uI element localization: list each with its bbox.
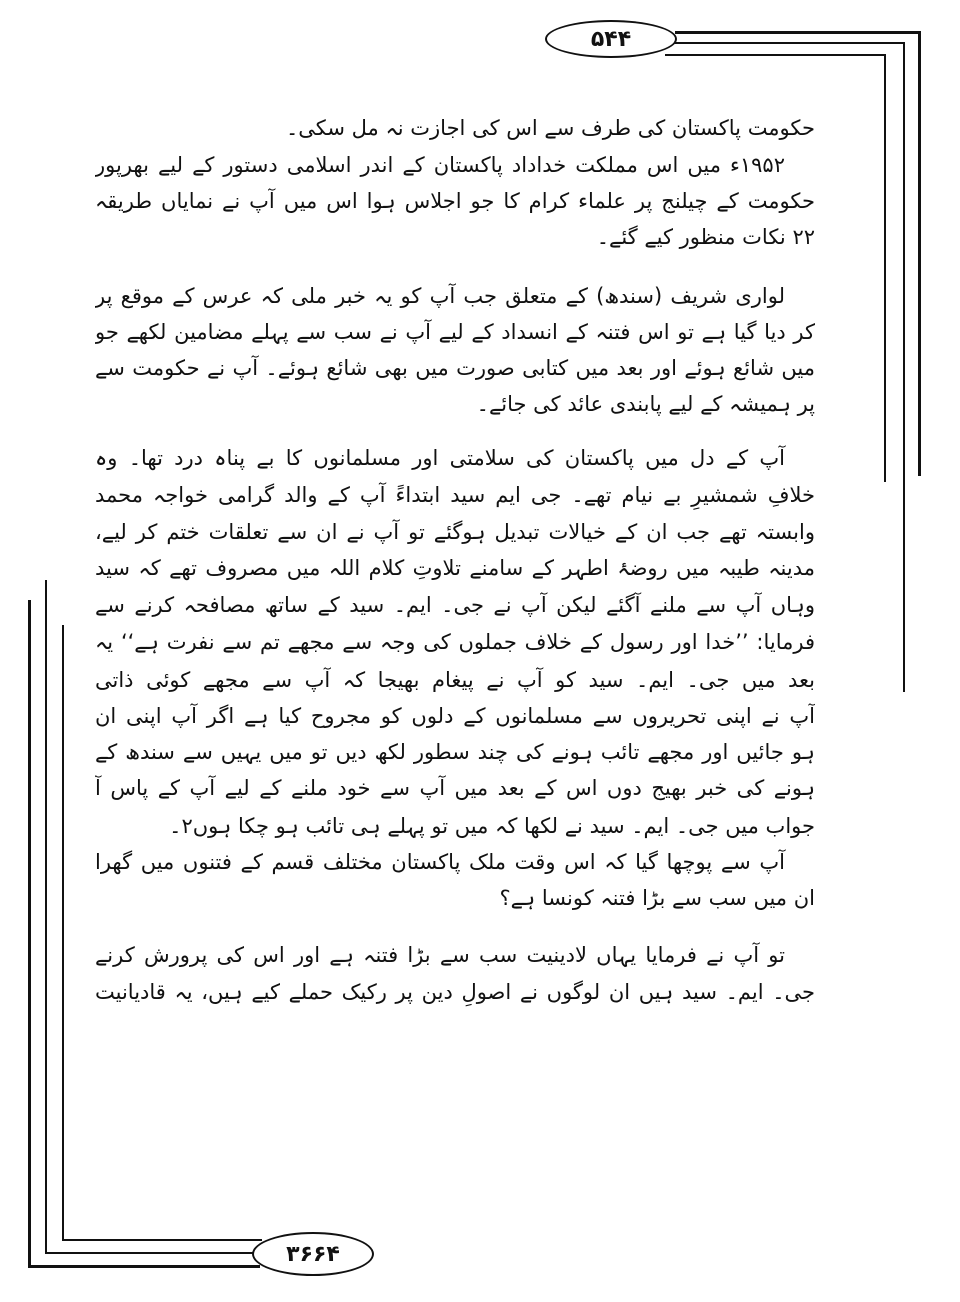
text-line: ان میں سب سے بڑا فتنہ کونسا ہے؟ (499, 886, 815, 910)
text-line: وابستہ تھے جب ان کے خیالات تبدیل ہوگئے تو آپ نے ان سے تعلقات ختم کر لیے، (95, 520, 815, 544)
footer-page-number (252, 1232, 374, 1276)
text-line: مدینہ طیبہ میں روضۂ اطہر کے سامنے تلاوتِ کلام اللہ میں مصروف تھے کہ سید (95, 556, 815, 580)
page-number-text: ۵۴۴ (590, 26, 632, 52)
text-line: فرمایا: ’’خدا اور رسول کے خلاف جملوں کی وجہ سے مجھے تم سے نفرت ہے‘‘ یہ (95, 630, 815, 654)
frame-line (884, 54, 886, 482)
text-line: ہونے کی خبر بھیج دوں اس کے بعد میں آپ سے خود ملنے کے لیے آپ کے پاس آ (95, 776, 815, 800)
header-page-number (545, 20, 677, 58)
text-line: حکومت کے چیلنج پر علماء کرام کا جو اجلاس ہوا اس میں آپ نے نمایاں طریقہ (95, 189, 815, 213)
text-line: وہاں آپ سے ملنے آگئے لیکن آپ نے جی۔ ایم۔ سید کے ساتھ مصافحہ کرنے سے (95, 593, 815, 617)
text-line: میں شائع ہوئے اور بعد میں کتابی صورت میں بھی شائع ہوئے۔ آپ نے حکومت سے (95, 356, 815, 380)
frame-line (665, 54, 886, 56)
frame-line (45, 1252, 260, 1254)
frame-line (918, 31, 921, 476)
text-line: کر دیا گیا ہے تو اس فتنہ کے انسداد کے لیے آپ نے سب سے پہلے مضامین لکھے جو (95, 320, 815, 344)
page-number-text: ۳۶۶۴ (286, 1241, 340, 1267)
text-line: خلافِ شمشیرِ بے نیام تھے۔ جی ایم سید ابتداءً آپ کے والد گرامی خواجہ محمد (95, 483, 815, 507)
frame-line (62, 625, 64, 1241)
text-line: پر ہمیشہ کے لیے پابندی عائد کی جائے۔ (476, 392, 815, 416)
text-line: جواب میں جی۔ ایم۔ سید نے لکھا کہ میں تو پہلے ہی تائب ہو چکا ہوں۲۔ (169, 814, 815, 838)
text-line: بعد میں جی۔ ایم۔ سید کو آپ نے پیغام بھیجا کہ آپ سے مجھے کوئی ذاتی (95, 668, 815, 692)
text-line: آپ کے دل میں پاکستان کی سلامتی اور مسلمانوں کا بے پناہ درد تھا۔ وہ (95, 446, 785, 470)
text-line: ۱۹۵۲ء میں اس مملکت خداداد پاکستان کے اندر اسلامی دستور کے لیے بھرپور (95, 153, 785, 177)
frame-line (28, 1265, 260, 1268)
text-line: جی۔ ایم۔ سید ہیں ان لوگوں نے اصولِ دین پر رکیک حملے کیے ہیں، یہ قادیانیت (95, 980, 815, 1004)
frame-line (45, 580, 47, 1254)
text-line: ۲۲ نکات منظور کیے گئے۔ (596, 225, 815, 249)
text-line: حکومت پاکستان کی طرف سے اس کی اجازت نہ مل سکی۔ (285, 116, 815, 140)
text-line: ہو جائیں اور مجھے تائب ہونے کی چند سطور لکھ دیں تو میں یہیں سے سندھ کے (95, 740, 815, 764)
frame-line (28, 600, 31, 1267)
frame-line (903, 42, 905, 692)
text-line: تو آپ نے فرمایا یہاں لادینیت سب سے بڑا فتنہ ہے اور اس کی پرورش کرنے (95, 943, 785, 967)
frame-line (62, 1239, 262, 1241)
frame-line (672, 42, 905, 44)
frame-line (675, 31, 921, 34)
text-line: آپ نے اپنی تحریروں سے مسلمانوں کے دلوں کو مجروح کیا ہے اگر آپ اپنی ان (95, 704, 815, 728)
text-line: لواری شریف (سندھ) کے متعلق جب آپ کو یہ خبر ملی کہ عرس کے موقع پر (95, 284, 785, 308)
text-line: آپ سے پوچھا گیا کہ اس وقت ملک پاکستان مختلف قسم کے فتنوں میں گھرا (95, 850, 785, 874)
